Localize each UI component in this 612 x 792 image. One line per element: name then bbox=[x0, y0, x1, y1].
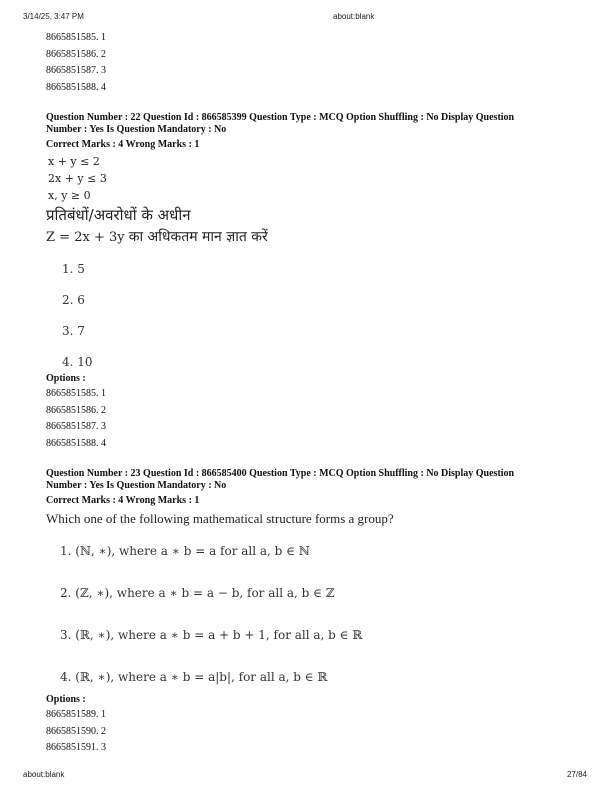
option-id: 8665851587. 3 bbox=[46, 421, 106, 432]
constraint: x, y ≥ 0 bbox=[48, 189, 91, 202]
constraint: 2x + y ≤ 3 bbox=[48, 172, 107, 185]
option-id: 8665851585. 1 bbox=[46, 388, 106, 399]
question-marks: Correct Marks : 4 Wrong Marks : 1 bbox=[46, 139, 200, 150]
answer-choice[interactable]: 4. (ℝ, ∗), where a ∗ b = a|b|, for all a, b ∈ ℝ bbox=[60, 670, 328, 684]
constraint: x + y ≤ 2 bbox=[48, 155, 100, 168]
option-id: 8665851586. 2 bbox=[46, 48, 106, 60]
question-23 bbox=[46, 468, 576, 757]
option-id: 8665851591. 3 bbox=[46, 742, 106, 753]
answer-choice[interactable]: 3. 7 bbox=[62, 324, 85, 338]
answer-choice[interactable]: 3. (ℝ, ∗), where a ∗ b = a + b + 1, for all a, b ∈ ℝ bbox=[60, 628, 363, 642]
previous-options-list bbox=[46, 30, 576, 96]
answer-choice[interactable]: 2. 6 bbox=[62, 293, 85, 307]
answer-choice[interactable]: 2. (ℤ, ∗), where a ∗ b = a − b, for all a, b ∈ ℤ bbox=[60, 586, 335, 600]
option-id: 8665851588. 4 bbox=[46, 437, 106, 449]
answer-choices bbox=[46, 259, 576, 372]
question-header-line1: Question Number : 22 Question Id : 866585399 Question Type : MCQ Option Shuffling : No Display Question bbox=[46, 112, 515, 123]
answer-choice[interactable]: 4. 10 bbox=[62, 355, 93, 369]
question-22 bbox=[46, 112, 576, 452]
constraints bbox=[46, 153, 576, 204]
objective-function: Z = 2x + 3y bbox=[46, 230, 125, 245]
print-datetime: 3/14/25, 3:47 PM bbox=[23, 12, 84, 21]
print-footer-url: about:blank bbox=[23, 770, 65, 779]
options-list bbox=[46, 386, 576, 452]
options-list bbox=[46, 707, 576, 757]
print-header bbox=[0, 12, 612, 26]
option-id: 8665851590. 2 bbox=[46, 725, 106, 737]
question-marks: Correct Marks : 4 Wrong Marks : 1 bbox=[46, 495, 200, 506]
objective-line bbox=[46, 226, 576, 249]
answer-choice[interactable]: 1. (ℕ, ∗), where a ∗ b = a for all a, b ∈ ℕ bbox=[60, 544, 310, 558]
page-content bbox=[46, 30, 576, 757]
question-header-line1: Question Number : 23 Question Id : 866585400 Question Type : MCQ Option Shuffling : No Display Question bbox=[46, 468, 515, 479]
options-label: Options : bbox=[46, 373, 86, 384]
hindi-subject-text: प्रतिबंधों/अवरोधों के अधीन bbox=[46, 206, 191, 224]
option-id: 8665851589. 1 bbox=[46, 709, 106, 720]
print-page-title: about:blank bbox=[333, 12, 375, 21]
option-id: 8665851587. 3 bbox=[46, 65, 106, 76]
question-text: Which one of the following mathematical structure forms a group? bbox=[46, 511, 394, 526]
answer-choices bbox=[46, 537, 576, 693]
option-id: 8665851588. 4 bbox=[46, 81, 106, 93]
option-id: 8665851586. 2 bbox=[46, 404, 106, 416]
answer-choice[interactable]: 1. 5 bbox=[62, 262, 85, 276]
page-number: 27/84 bbox=[566, 770, 587, 779]
option-id: 8665851585. 1 bbox=[46, 32, 106, 43]
objective-hindi-text: का अधिकतम मान ज्ञात करें bbox=[128, 229, 268, 245]
question-header-line2: Number : Yes Is Question Mandatory : No bbox=[46, 124, 227, 135]
question-header-line2: Number : Yes Is Question Mandatory : No bbox=[46, 480, 227, 491]
options-label: Options : bbox=[46, 694, 86, 705]
